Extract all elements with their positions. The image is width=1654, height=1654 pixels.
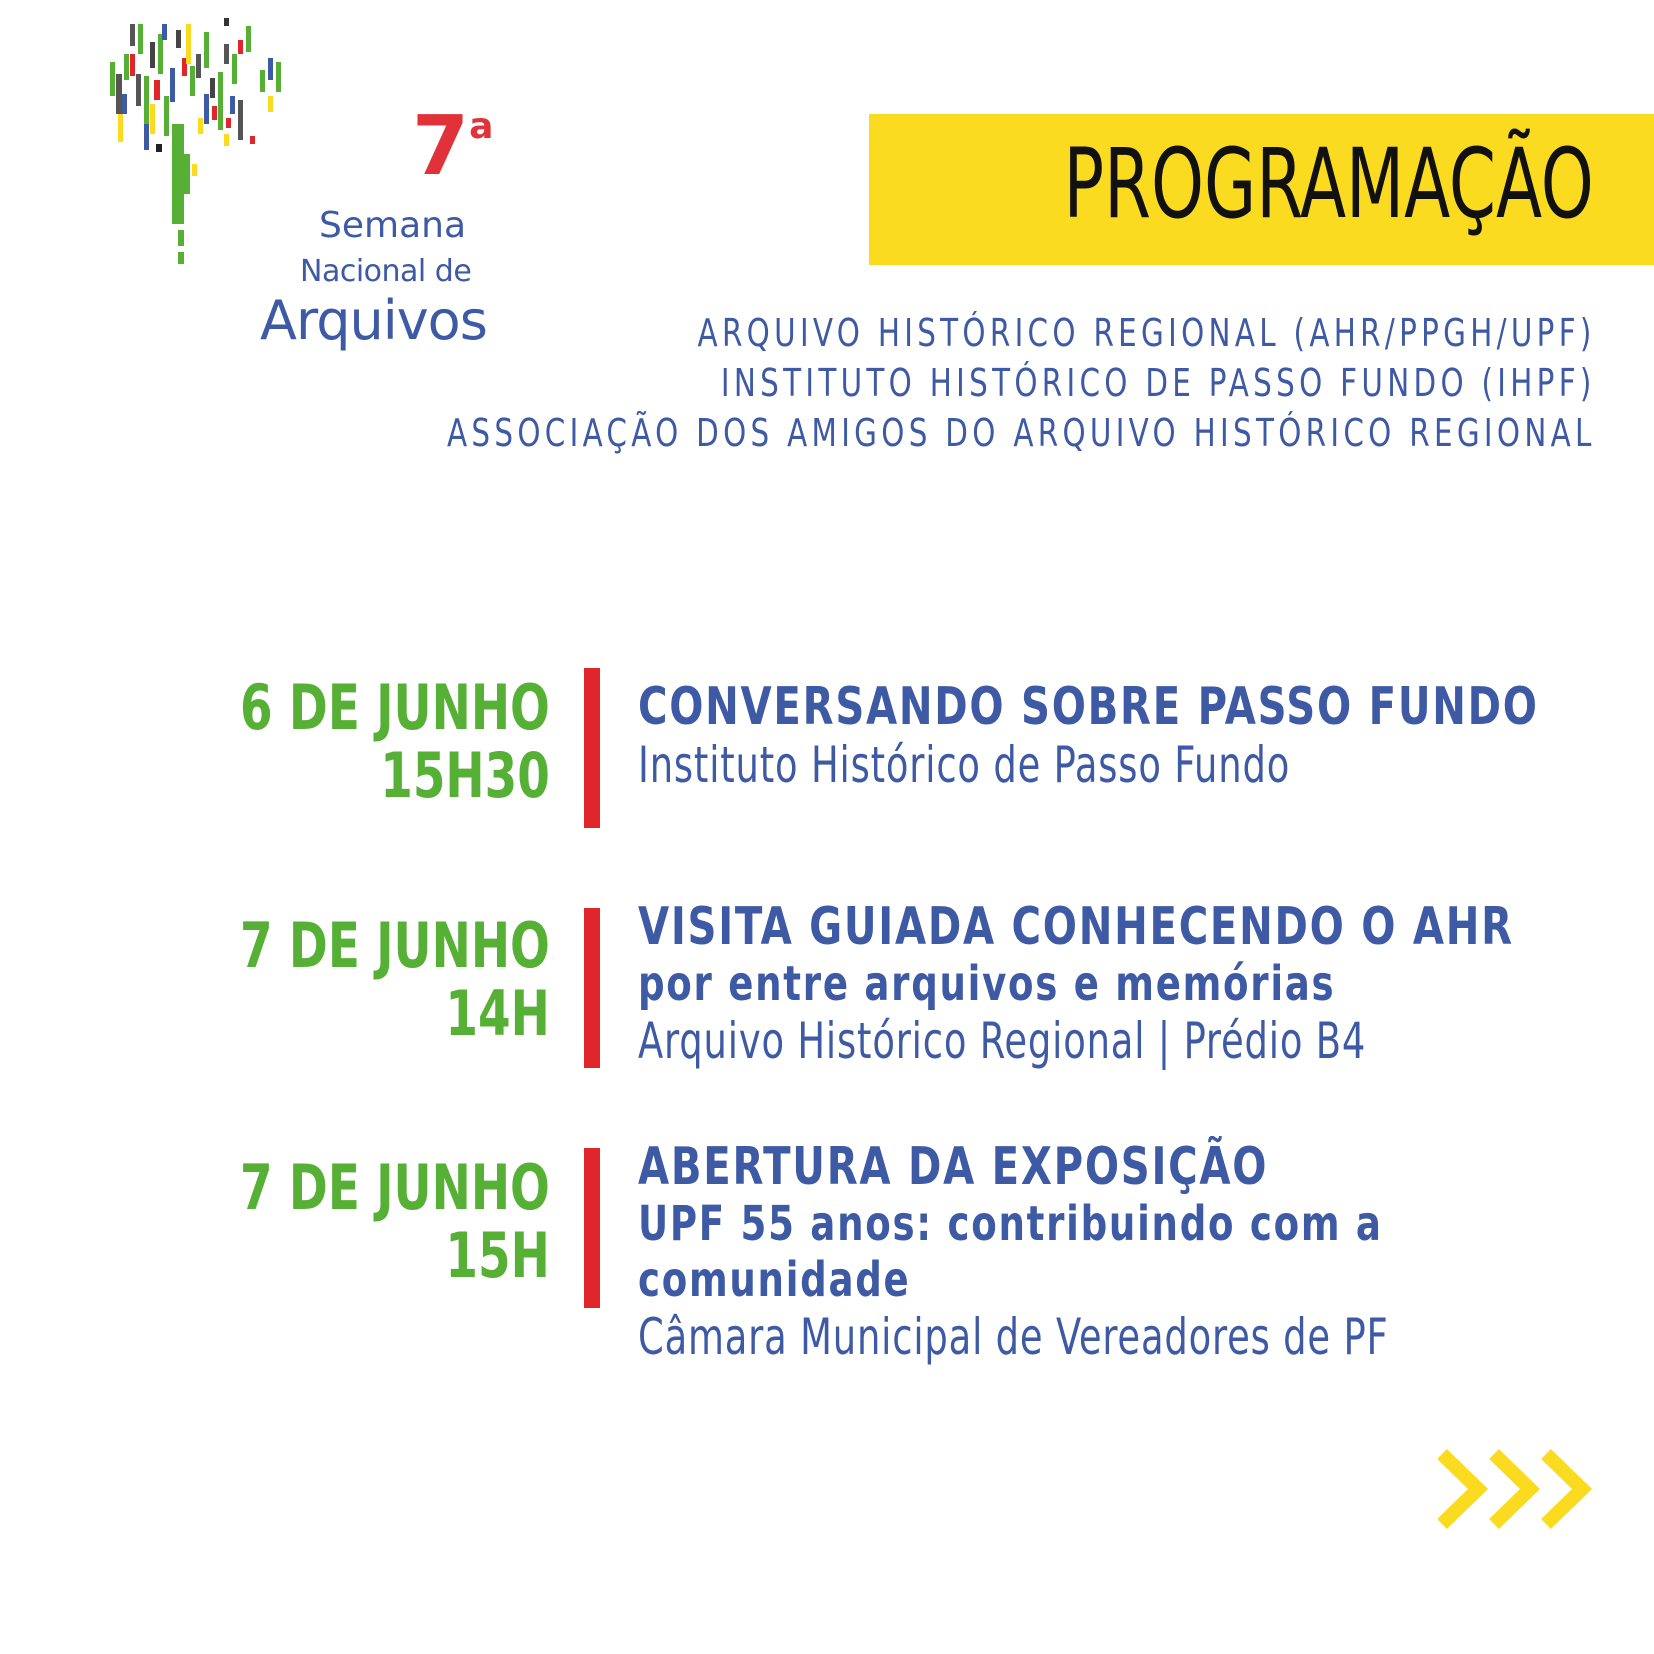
event-datetime <box>240 671 550 812</box>
organizers-list <box>260 308 1596 458</box>
edition-suffix: a <box>469 105 492 147</box>
event-title: CONVERSANDO SOBRE PASSO FUNDO <box>638 677 1539 737</box>
event-title: ABERTURA DA EXPOSIÇÃO <box>638 1137 1269 1197</box>
event-time: 15H <box>445 1219 550 1292</box>
event-divider <box>584 1148 600 1308</box>
event-details <box>638 1138 1618 1366</box>
organizer-line: ARQUIVO HISTÓRICO REGIONAL (AHR/PPGH/UPF) <box>697 311 1596 355</box>
event-title: VISITA GUIADA CONHECENDO O AHR <box>638 897 1514 957</box>
event-place: Instituto Histórico de Passo Fundo <box>638 736 1291 794</box>
logo-line-semana: Semana <box>319 205 467 246</box>
event-date: 7 DE JUNHO <box>240 909 550 982</box>
page-title: PROGRAMAÇÃO <box>1063 128 1594 240</box>
event-logo <box>100 14 492 352</box>
event-place: Câmara Municipal de Vereadores de PF <box>638 1308 1389 1366</box>
event-datetime <box>240 1151 550 1292</box>
event-divider <box>584 668 600 828</box>
organizer-line: INSTITUTO HISTÓRICO DE PASSO FUNDO (IHPF) <box>721 361 1596 405</box>
pixel-bars-graphic <box>100 14 290 274</box>
event-date: 6 DE JUNHO <box>240 671 550 744</box>
edition-number: 7$^a$ <box>412 99 492 194</box>
event-divider <box>584 908 600 1068</box>
event-details <box>638 898 1618 1070</box>
event-date: 7 DE JUNHO <box>240 1151 550 1224</box>
event-subtitle: UPF 55 anos: contribuindo com a <box>638 1196 1383 1252</box>
event-subtitle: por entre arquivos e memórias <box>638 956 1336 1012</box>
logo-line-arquivos: Arquivos <box>260 289 487 352</box>
title-banner <box>869 114 1654 265</box>
event-subtitle: comunidade <box>638 1252 911 1308</box>
event-datetime <box>240 909 550 1050</box>
event-time: 15H30 <box>380 739 550 812</box>
logo-line-nacional: Nacional de <box>300 254 472 289</box>
event-time: 14H <box>445 977 550 1050</box>
event-place: Arquivo Histórico Regional | Prédio B4 <box>638 1012 1367 1070</box>
chevrons-right-icon[interactable] <box>1438 1448 1598 1535</box>
organizer-line: ASSOCIAÇÃO DOS AMIGOS DO ARQUIVO HISTÓRICO REGIONAL <box>447 411 1596 455</box>
event-details <box>638 678 1618 794</box>
